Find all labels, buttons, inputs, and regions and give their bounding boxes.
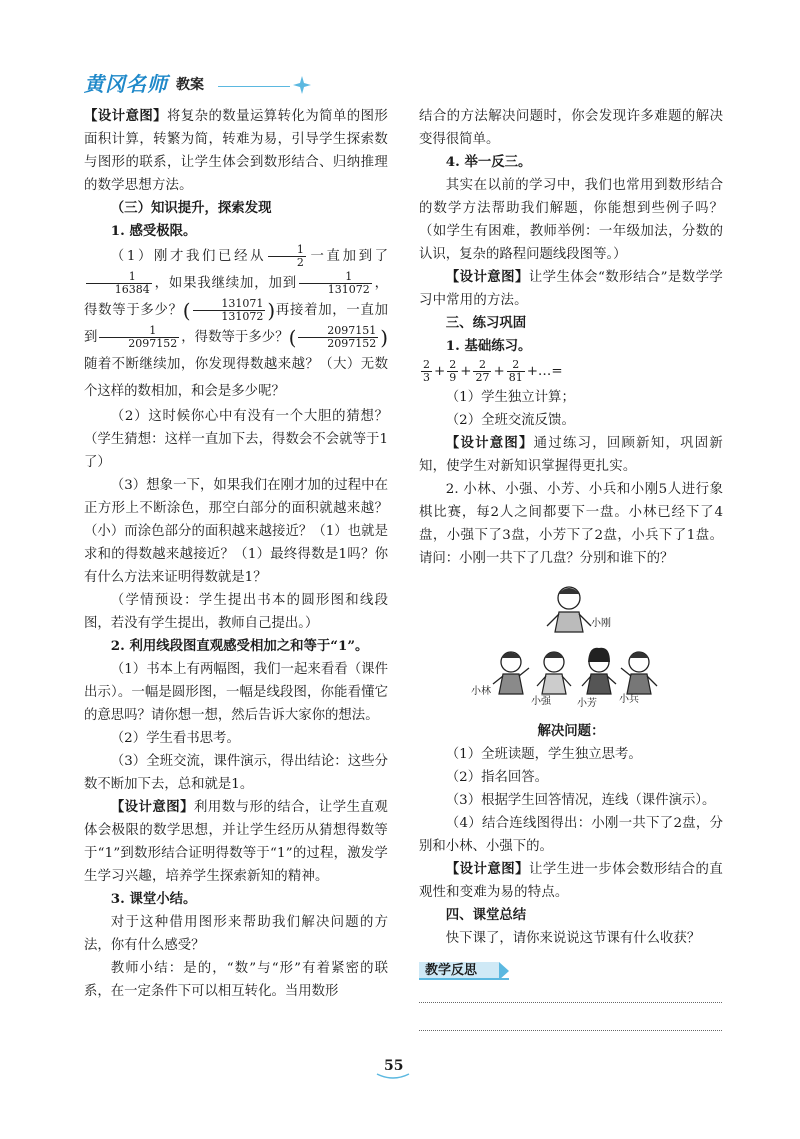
children-figure <box>419 576 723 716</box>
kid-figure <box>582 648 616 694</box>
question-2: （2）这时候你心中有没有一个大胆的猜想？（学生猜想：这样一直加下去，得数会不会就等于1了） <box>84 409 388 470</box>
solve-step-3: （3）根据学生回答情况，连线（课件演示）。 <box>445 793 716 808</box>
design-intent-1: 【设计意图】将复杂的数量运算转化为简单的图形面积计算，转繁为简，转难为易，引导学生探索数与图形的联系，让学生体会到数形结合、归纳推理的数学思想方法。 <box>84 108 389 193</box>
kid-label: 小强 <box>531 696 551 707</box>
design-intent-2: 【设计意图】利用数与形的结合，让学生直观体会极限的数学思想，并让学生经历从猜想得数等于“1”到数形结合证明得数等于“1”的过程，激发学生学习兴趣，培养学生探索新知的精神。 <box>84 799 388 884</box>
summary-question: 对于这种借用图形来帮助我们解决问题的方法，你有什么感受？ <box>84 915 388 953</box>
subheading-summary: 3. 课堂小结。 <box>110 891 197 907</box>
practice-step-1: （1）学生独立计算； <box>445 390 575 405</box>
sparkle-icon <box>292 75 312 95</box>
reflection-line <box>419 1030 722 1031</box>
fraction: $\frac{2}{81}$ <box>508 358 523 384</box>
design-intent-4: 【设计意图】通过练习，回顾新知，巩固新知，使学生对新知识掌握得更扎实。 <box>419 435 723 474</box>
design-intent-5: 【设计意图】让学生进一步体会数形结合的直观性和变难为易的特点。 <box>419 861 723 900</box>
brand-logo-text: 黄冈名师 <box>84 72 168 96</box>
question-1: （1）刚才我们已经从 $\frac{1}{2}$ 一直加到了 $\frac{1}{16384}$ ，如果我继续加，加到 $\frac{1}{131072}$ ，得数等于多少？( $\frac{131071}{131072}$ )再接着加，一直加到 $\frac{1}{2097152}$ ，得数等于多少？( $\frac{2097151}{2097152}$ )随着不断继续加，你发现得数越来越？（大）无数个这样的数相加，和会是多少呢？ <box>84 243 389 399</box>
continued-text: 结合的方法解决问题时，你会发现许多难题的解决变得很简单。 <box>419 109 723 147</box>
kid-figure <box>537 652 571 694</box>
solve-step-1: （1）全班读题，学生独立思考。 <box>445 747 642 762</box>
fraction: $\frac{1}{2}$ <box>268 244 306 269</box>
right-column <box>419 105 723 950</box>
equation: $\frac{2}{3}$ + $\frac{2}{9}$ + $\frac{2}{27}$ + $\frac{2}{81}$ +…= <box>423 358 563 384</box>
teacher-summary: 教师小结：是的，“数”与“形”有着紧密的联系，在一定条件下可以相互转化。当用数形 <box>84 961 388 999</box>
page-number: 55 <box>384 1058 404 1074</box>
subheading-examples: 4. 举一反三。 <box>445 154 532 170</box>
solve-step-2: （2）指名回答。 <box>445 770 549 785</box>
fraction: $\frac{2}{9}$ <box>449 358 457 384</box>
section-heading-summary: 四、课堂总结 <box>445 907 527 923</box>
fraction: $\frac{1}{16384}$ <box>86 271 152 296</box>
kid-figure <box>547 587 591 632</box>
fraction: $\frac{2}{27}$ <box>475 358 490 384</box>
reflection-tag: 教学反思 <box>425 963 478 978</box>
step-1: （1）书本上有两幅图，我们一起来看看（课件出示）。一幅是圆形图，一幅是线段图，你能看懂它的意思吗？请你想一想，然后告诉大家你的想法。 <box>84 662 388 723</box>
fraction: $\frac{2}{3}$ <box>423 358 430 384</box>
step-2: （2）学生看书思考。 <box>110 731 240 746</box>
reflection-line <box>419 1002 722 1003</box>
fraction: $\frac{1}{2097152}$ <box>99 325 179 350</box>
section-heading-3: （三）知识提升，探索发现 <box>110 200 272 216</box>
question-3: （3）想象一下，如果我们在刚才加的过程中在正方形上不断涂色，那空白部分的面积就越来越？（小）而涂色部分的面积越来越接近？（1）也就是求和的得数越来越接近？（1）最终得数是1吗？你有什么方法来证明得数就是1？ <box>84 478 388 585</box>
examples-text: 其实在以前的学习中，我们也常用到数形结合的数学方法帮助我们解题，你能想到些例子吗？（如学生有困难，教师举例：一年级加法，分数的认识，复杂的路程问题线段图等。） <box>419 178 723 262</box>
section-heading-practice: 三、练习巩固 <box>445 315 527 331</box>
page-number-ornament <box>376 1072 410 1080</box>
learning-forecast: （学情预设：学生提出书本的圆形图和线段图，若没有学生提出，教师自己提出。） <box>84 593 388 631</box>
solve-title: 解决问题： <box>537 723 605 739</box>
subheading-basic-practice: 1. 基础练习。 <box>445 338 532 354</box>
kid-label: 小刚 <box>591 618 611 629</box>
fraction: $\frac{2097151}{2097152}$ <box>298 325 378 350</box>
kid-label: 小兵 <box>619 694 639 705</box>
kid-figure <box>621 652 657 694</box>
chess-problem: 2. 小林、小强、小芳、小兵和小刚5人进行象棋比赛，每2人之间都要下一盘。小林已经下了4盘，小强下了3盘，小芳下了2盘，小兵下了1盘。请问：小刚一共下了几盘？分别和谁下的？ <box>419 482 723 566</box>
solve-step-4: （4）结合连线图得出：小刚一共下了2盘，分别和小林、小强下的。 <box>419 816 723 854</box>
children-illustration <box>419 576 723 716</box>
practice-step-2: （2）全班交流反馈。 <box>445 413 575 428</box>
summary-text: 快下课了，请你来说说这节课有什么收获？ <box>445 931 701 946</box>
kid-figure <box>493 652 529 694</box>
step-3: （3）全班交流，课件演示，得出结论：这些分数不断加下去，总和就是1。 <box>84 754 388 792</box>
fraction: $\frac{131071}{131072}$ <box>193 298 266 323</box>
fraction: $\frac{1}{131072}$ <box>299 271 372 296</box>
design-intent-3: 【设计意图】让学生体会“数形结合”是数学学习中常用的方法。 <box>419 269 723 308</box>
subheading-line-diagram: 2. 利用线段图直观感受相加之和等于“1”。 <box>110 638 369 654</box>
left-column <box>84 105 388 1003</box>
header-subtitle: 教案 <box>176 77 204 93</box>
header-rule <box>218 86 290 87</box>
subheading-limit: 1. 感受极限。 <box>110 223 197 239</box>
kid-label: 小芳 <box>577 698 597 709</box>
kid-label: 小林 <box>471 686 491 697</box>
